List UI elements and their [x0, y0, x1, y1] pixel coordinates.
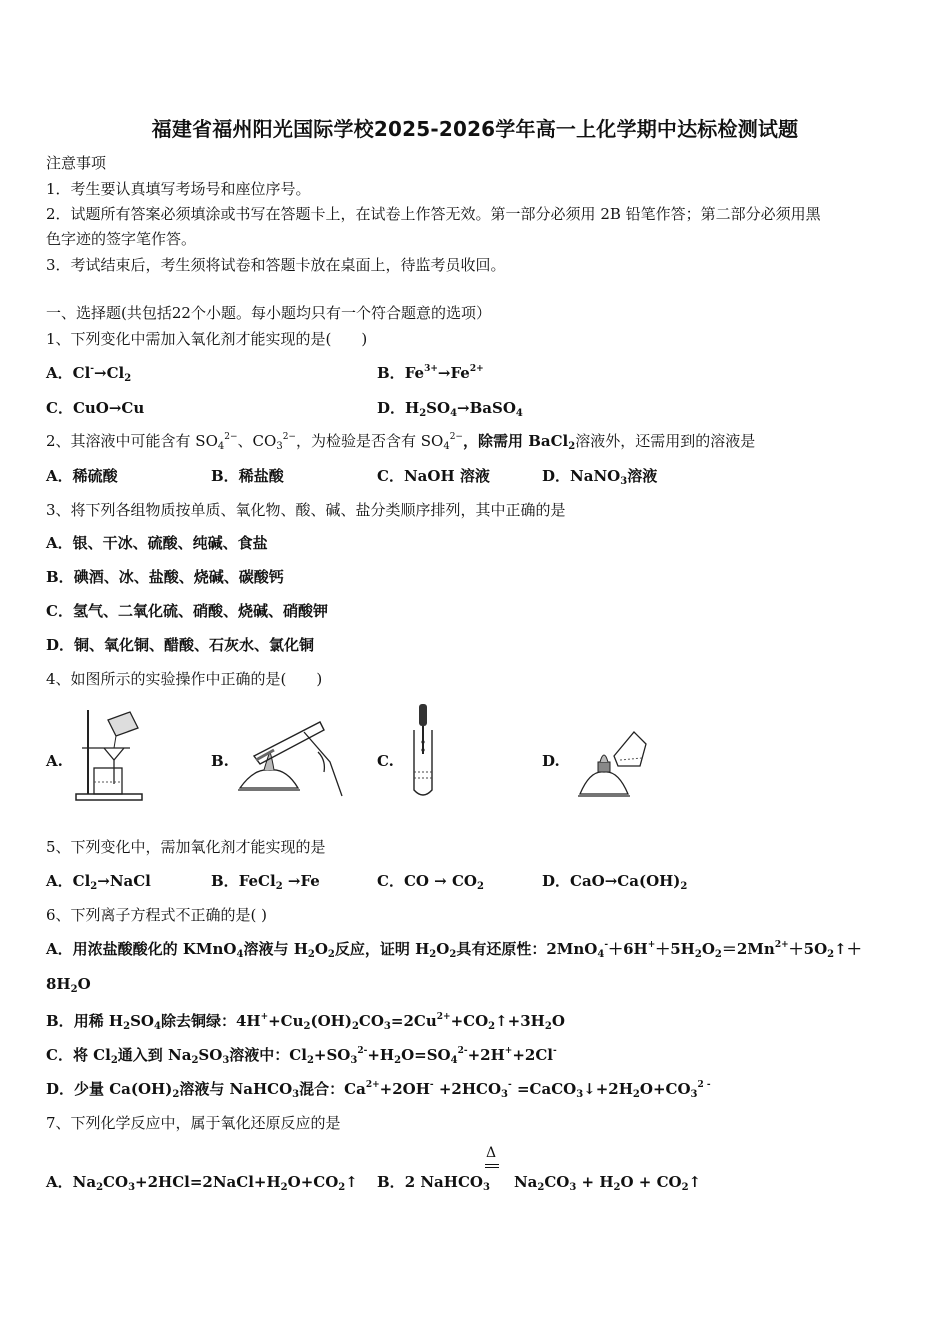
q3-option-a[interactable]: A．银、干冰、硫酸、纯碱、食盐: [46, 534, 268, 552]
dropper-test-tube-figure: [408, 702, 438, 800]
q5-option-b[interactable]: B．FeCl$_2$ →Fe: [211, 872, 320, 892]
q7-option-a[interactable]: A．$Na_2CO_3+2HCl=2NaCl+H_2O+CO_2↑$: [46, 1173, 358, 1193]
q2-option-b[interactable]: B．稀盐酸: [211, 467, 284, 485]
section-heading: 一、选择题(共包括22个小题。每小题均只有一个符合题意的选项）: [46, 304, 491, 322]
q3-option-b[interactable]: B．碘酒、冰、盐酸、烧碱、碳酸钙: [46, 568, 284, 586]
q6-option-a[interactable]: A．用浓盐酸酸化的 KMnO$_4$溶液与 $H_2O_2$反应，证明 $H_2O_2$具有还原性：$2MnO_4^-+6H^++5H_2O_2=2Mn^{2+}+5O_2↑+$: [46, 940, 862, 960]
equal-sign-top: [485, 1164, 499, 1165]
notice-item-2-cont: 色字迹的签字笔作答。: [46, 230, 197, 248]
q6-stem: 6、下列离子方程式不正确的是( ): [46, 906, 268, 924]
notice-item-3: 3．考试结束后，考生须将试卷和答题卡放在桌面上，待监考员收回。: [46, 256, 506, 274]
q6-option-b[interactable]: B．用稀 $H_2SO_4$除去铜绿：$4H^++Cu_2(OH)_2CO_3=2Cu^{2+}+CO_2↑+3H_2O$: [46, 1012, 565, 1032]
page-title: 福建省福州阳光国际学校2025-2026学年高一上化学期中达标检测试题: [151, 117, 799, 141]
q4-option-d[interactable]: D.: [542, 752, 560, 770]
alcohol-lamp-lighting-figure: [574, 726, 650, 802]
notice-item-2: 2．试题所有答案必须填涂或书写在答题卡上，在试卷上作答无效。第一部分必须用 2B 铅笔作答；第二部分必须用黑: [46, 205, 821, 223]
q2-option-d[interactable]: D．NaNO$_3$溶液: [542, 467, 658, 487]
q6-option-d[interactable]: D．少量 $Ca(OH)_2$溶液与 NaHCO$_3$混合：$Ca^{2+}+2OH^- +2HCO_3^-$ $=CaCO_3↓+2H_2O+CO_3^{2 -}$: [46, 1080, 711, 1100]
q4-option-b[interactable]: B.: [211, 752, 229, 770]
q5-option-d[interactable]: D．$CaO\to Ca(OH)_2$: [542, 872, 688, 892]
q7-option-b[interactable]: B．2 NaHCO$_3$ $Na_2CO_3 + H_2O$ + $CO_2↑$: [377, 1173, 702, 1193]
q4-stem: 4、如图所示的实验操作中正确的是( ): [46, 670, 323, 688]
equal-sign-bottom: [485, 1167, 499, 1168]
q1-stem: 1、下列变化中需加入氧化剂才能实现的是( ): [46, 330, 368, 348]
q5-option-a[interactable]: A．$Cl_2\to NaCl$: [46, 872, 151, 892]
q3-option-c[interactable]: C．氢气、二氧化硫、硝酸、烧碱、硝酸钾: [46, 602, 328, 620]
q7-stem: 7、下列化学反应中，属于氧化还原反应的是: [46, 1114, 341, 1132]
q4-option-c[interactable]: C.: [377, 752, 394, 770]
test-tube-heating-figure: [234, 712, 346, 800]
notice-heading: 注意事项: [46, 154, 107, 172]
heat-delta-symbol: Δ: [486, 1145, 497, 1161]
q2-stem: 2、其溶液中可能含有 $SO_4^{2-}$、$CO_3^{2-}$，为检验是否含有 $SO_4^{2-}$，除需用 BaCl$_2$溶液外，还需用到的溶液是: [46, 432, 756, 452]
q3-option-d[interactable]: D．铜、氧化铜、醋酸、石灰水、氯化铜: [46, 636, 315, 654]
notice-item-1: 1．考生要认真填写考场号和座位序号。: [46, 180, 311, 198]
q5-option-c[interactable]: C．CO → $CO_2$: [377, 872, 484, 892]
q6-option-c[interactable]: C．将 $Cl_2$通入到 $Na_2SO_3$溶液中：$Cl_2+SO_3^{2-}+H_2O=SO_4^{2-}+2H^++2Cl^-$: [46, 1046, 557, 1066]
q6-option-a-cont: $8H_2O$: [46, 975, 91, 995]
funnel-stand-apparatus-figure: [72, 702, 150, 802]
q4-option-a[interactable]: A.: [46, 752, 63, 770]
q1-option-c[interactable]: C．CuO→Cu: [46, 399, 145, 417]
q1-option-d[interactable]: D．$H_2SO_4\to BaSO_4$: [377, 399, 523, 419]
q1-option-a[interactable]: A．$Cl^-\to Cl_2$: [46, 364, 132, 384]
q3-stem: 3、将下列各组物质按单质、氧化物、酸、碱、盐分类顺序排列，其中正确的是: [46, 501, 566, 519]
q2-option-a[interactable]: A．稀硫酸: [46, 467, 118, 485]
q5-stem: 5、下列变化中，需加氧化剂才能实现的是: [46, 838, 326, 856]
q1-option-b[interactable]: B．$Fe^{3+}\to Fe^{2+}$: [377, 364, 484, 382]
q2-option-c[interactable]: C．NaOH 溶液: [377, 467, 490, 485]
